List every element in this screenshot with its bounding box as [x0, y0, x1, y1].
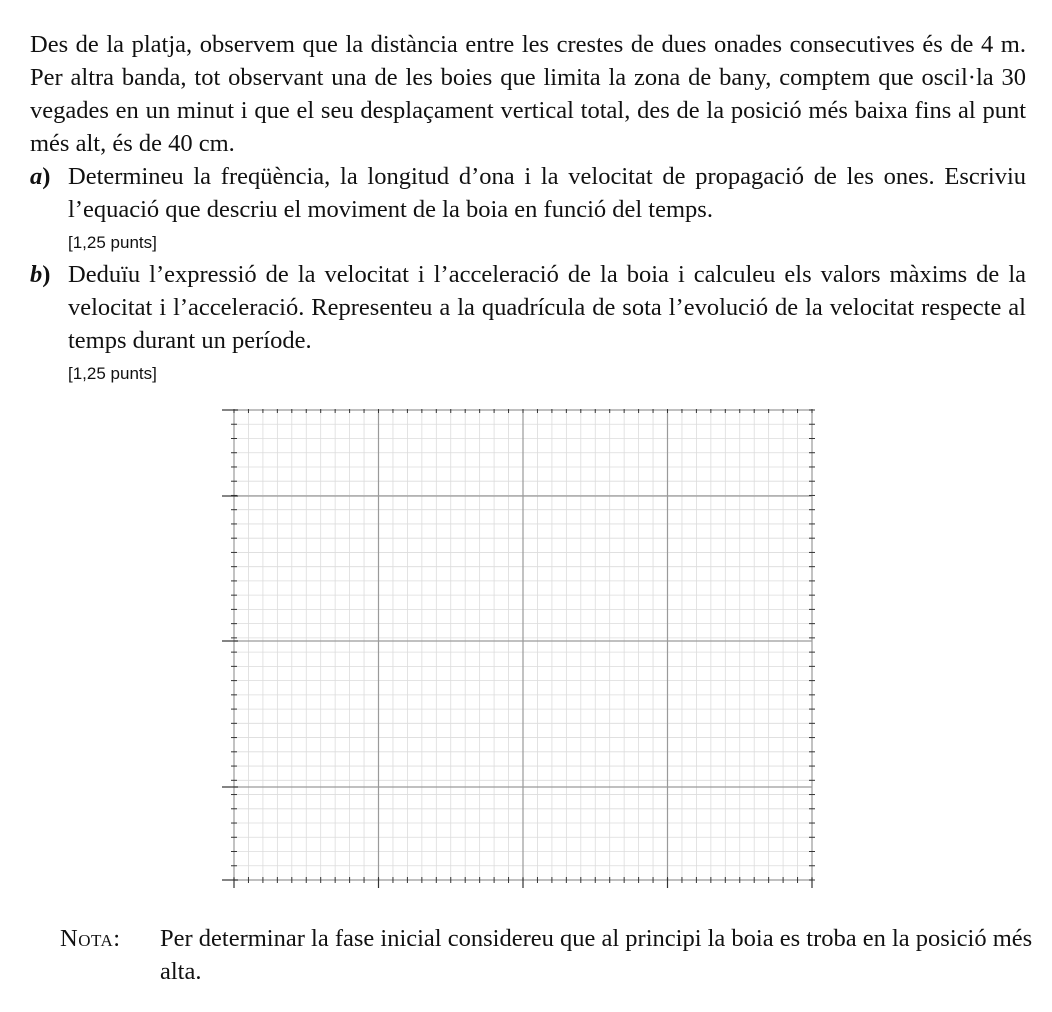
question-b [30, 258, 1026, 357]
note-text: Per determinar la fase inicial considereu que al principi la boia es troba en la posició més alta. [160, 925, 1033, 985]
question-b-letter: b) [30, 261, 51, 288]
question-b-text: Deduïu l’expressió de la velocitat i l’acceleració de la boia i calculeu els valors màxims de la velocitat i l’acceleració. Representeu a la quadrícula de sota l’evolució de la velocitat respecte al temps durant un període. [68, 261, 1026, 354]
question-b-points: [1,25 punts] [68, 364, 157, 383]
question-a-points: [1,25 punts] [68, 233, 157, 252]
question-a [30, 160, 1026, 226]
answer-grid[interactable] [220, 400, 830, 892]
problem-statement: Des de la platja, observem que la distància entre les crestes de dues onades consecutives és de 4 m. Per altra banda, tot observant una de les boies que limita la zona de bany, comptem que oscil·la 30 vegades en un minut i que el seu desplaçament vertical total, des de la posició més baixa fins al punt més alt, és de 40 cm. [30, 31, 1026, 157]
question-a-letter: a) [30, 163, 51, 190]
graph-paper[interactable] [220, 400, 830, 892]
note-label: Nota: [60, 925, 121, 952]
question-a-text: Determineu la freqüència, la longitud d’ona i la velocitat de propagació de les ones. Escriviu l’equació que descriu el moviment de la boia en funció del temps. [68, 163, 1026, 223]
